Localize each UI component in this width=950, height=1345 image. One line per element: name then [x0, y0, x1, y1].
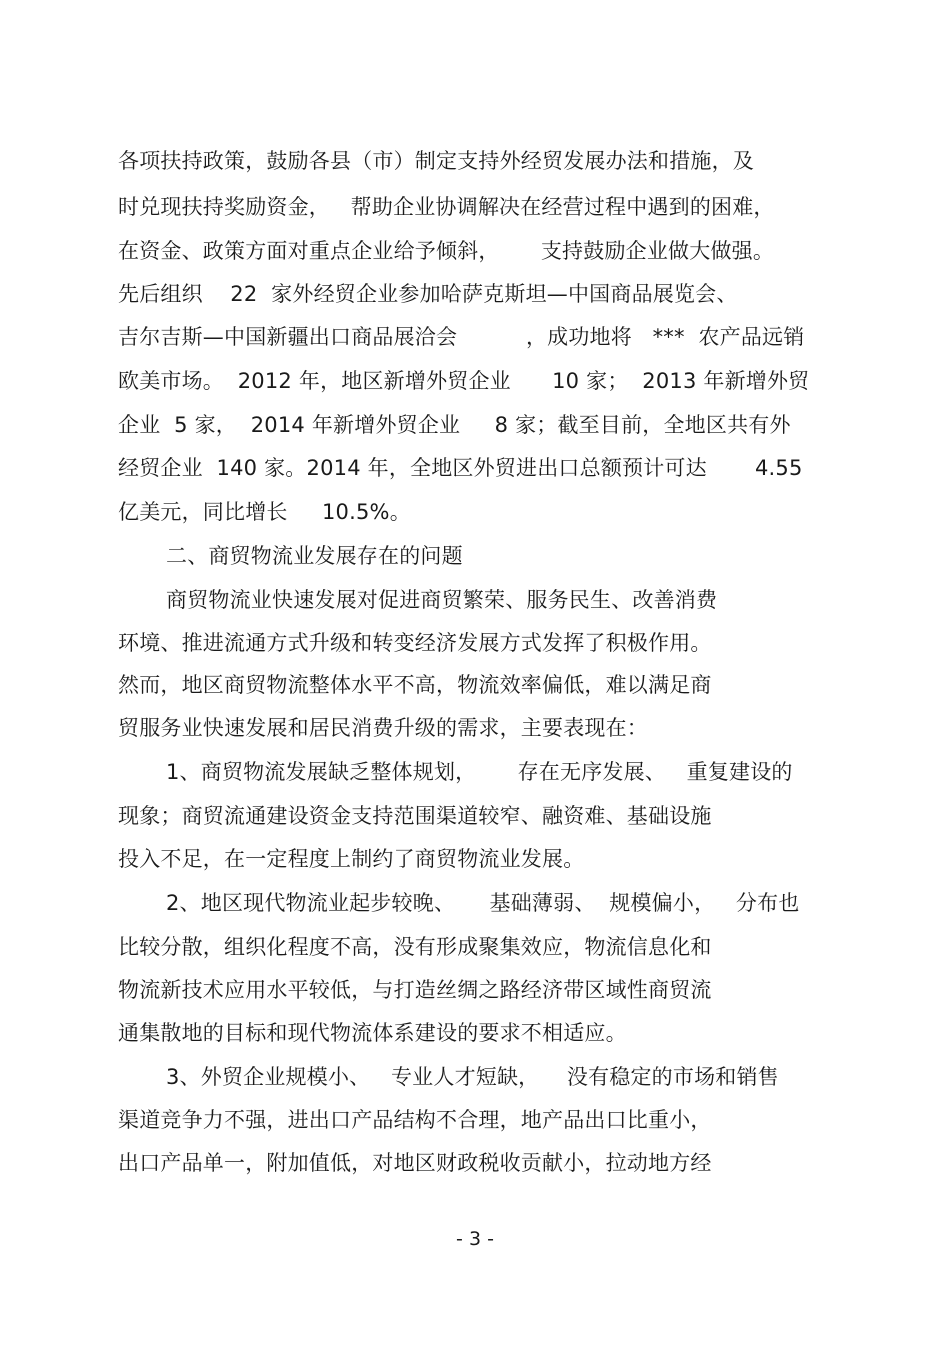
list-item-1: 1、商贸物流发展缺乏整体规划， 存在无序发展、 重复建设的: [166, 760, 793, 784]
text-line: 亿美元，同比增长 10.5%。: [118, 500, 411, 524]
list-item-2: 2、地区现代物流业起步较晚、 基础薄弱、 规模偏小， 分布也: [166, 891, 800, 915]
text-line: 吉尔吉斯—中国新疆出口商品展洽会 ，成功地将 *** 农产品远销: [118, 325, 805, 349]
text-line: 环境、推进流通方式升级和转变经济发展方式发挥了积极作用。: [118, 631, 712, 655]
page-number: - 3 -: [456, 1228, 494, 1250]
section-heading: 二、商贸物流业发展存在的问题: [166, 544, 463, 568]
text-line: 经贸企业 140 家。2014 年，全地区外贸进出口总额预计可达 4.55: [118, 456, 803, 480]
text-line: 比较分散，组织化程度不高，没有形成聚集效应，物流信息化和: [118, 935, 712, 959]
text-line: 现象；商贸流通建设资金支持范围渠道较窄、融资难、基础设施: [118, 804, 712, 828]
text-line: 渠道竞争力不强，进出口产品结构不合理，地产品出口比重小，: [118, 1108, 712, 1132]
text-line: 贸服务业快速发展和居民消费升级的需求，主要表现在：: [118, 716, 648, 740]
text-line: 先后组织 22 家外经贸企业参加哈萨克斯坦—中国商品展览会、: [118, 282, 738, 306]
text-line: 在资金、政策方面对重点企业给予倾斜， 支持鼓励企业做大做强。: [118, 239, 775, 263]
text-line: 投入不足，在一定程度上制约了商贸物流业发展。: [118, 847, 585, 871]
text-line: 然而，地区商贸物流整体水平不高，物流效率偏低，难以满足商: [118, 673, 712, 697]
text-line: 出口产品单一，附加值低，对地区财政税收贡献小，拉动地方经: [118, 1151, 712, 1175]
text-line: 时兑现扶持奖励资金， 帮助企业协调解决在经营过程中遇到的困难，: [118, 195, 775, 219]
list-item-3: 3、外贸企业规模小、 专业人才短缺， 没有稳定的市场和销售: [166, 1065, 779, 1089]
text-line: 欧美市场。 2012 年，地区新增外贸企业 10 家； 2013 年新增外贸: [118, 369, 810, 393]
text-line: 各项扶持政策，鼓励各县（市）制定支持外经贸发展办法和措施，及: [118, 149, 754, 173]
text-line: 企业 5 家， 2014 年新增外贸企业 8 家；截至目前，全地区共有外: [118, 413, 791, 437]
text-line: 物流新技术应用水平较低，与打造丝绸之路经济带区域性商贸流: [118, 978, 712, 1002]
text-line: 通集散地的目标和现代物流体系建设的要求不相适应。: [118, 1021, 627, 1045]
text-line: 商贸物流业快速发展对促进商贸繁荣、服务民生、改善消费: [166, 588, 718, 612]
